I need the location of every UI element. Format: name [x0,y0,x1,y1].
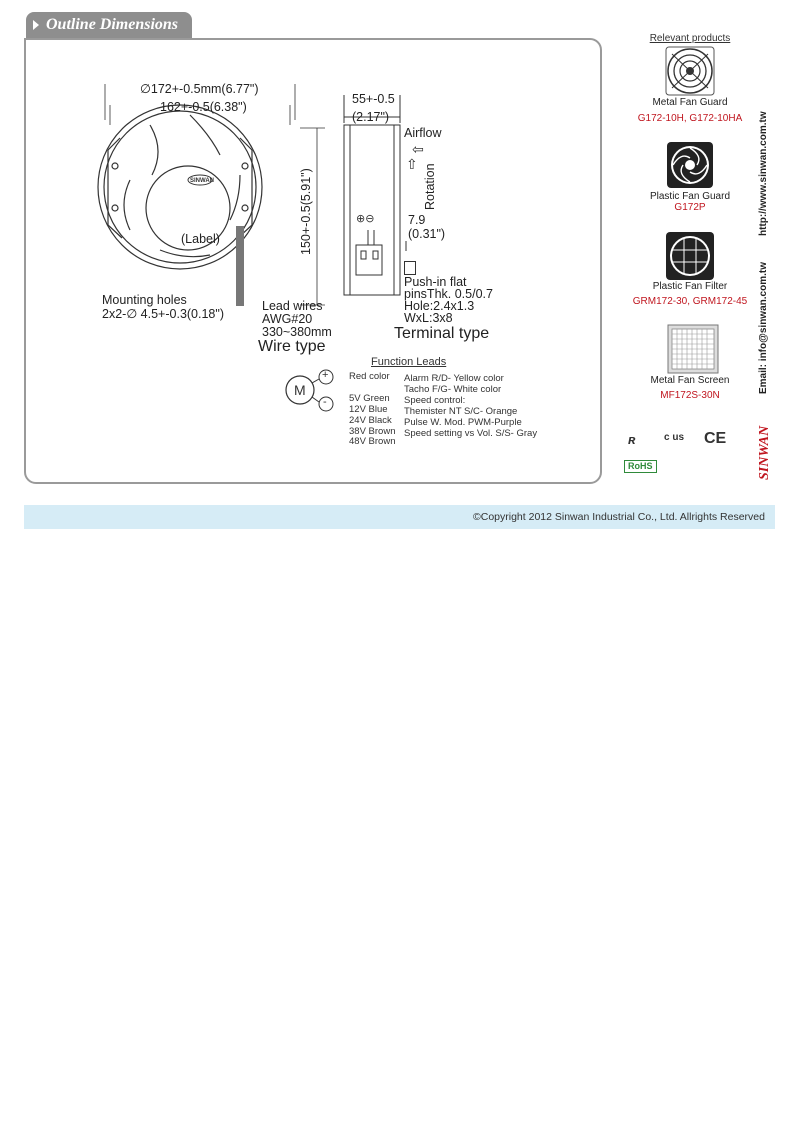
voltage-row: 38V Brown [349,426,396,437]
product-name: Metal Fan Guard [652,97,728,108]
lead-wires-length: 330~380mm [262,325,332,339]
pin-dimension: 7.9 [408,213,426,227]
motor-plus: + [322,369,329,381]
product-parts[interactable]: MF172S-30N [660,390,720,401]
airflow-arrow-icon: ⇦ [412,141,424,157]
red-color-label: Red color [349,371,390,382]
tab-arrow-icon [33,20,39,30]
product-name: Plastic Fan Filter [652,281,728,292]
section-title: Outline Dimensions [46,16,179,33]
pin-desc-line-4: WxL:3x8 [404,311,453,325]
lead-wires-awg: AWG#20 [262,312,313,326]
website-link[interactable]: http://www.sinwan.com.tw [758,111,769,236]
product-name: Metal Fan Screen [650,375,730,386]
label-area: (Label) [181,232,220,246]
rotation-label: Rotation [423,163,437,210]
voltage-row: 5V Green [349,393,390,404]
motor-symbol-drawing [282,366,342,416]
lead-wires-label: Lead wires [262,299,323,313]
function-leads-title: Function Leads [371,356,447,368]
width-dimension: 162+-0.5(6.38") [160,100,247,114]
fan-logo: SINWAN [190,178,214,184]
plastic-fan-guard-icon [667,142,713,188]
function-item: Speed setting vs Vol. S/S- Gray [404,428,538,439]
email-link[interactable]: Email: info@sinwan.com.tw [758,262,769,394]
wire-type-label: Wire type [258,338,326,355]
mounting-holes-label: Mounting holes [102,293,187,307]
function-item: Alarm R/D- Yellow color [404,373,504,384]
rohs-badge: RoHS [624,460,657,473]
copyright-bar [24,505,775,529]
copyright-text: ©Copyright 2012 Sinwan Industrial Co., Ltd. Allrights Reserved [473,511,765,523]
brand-logo-text: SINWAN [757,425,772,480]
pin-dimension-inch: (0.31") [408,227,446,241]
cul-mark-icon: c us [664,432,685,443]
voltage-row: 12V Blue [349,404,388,415]
voltage-row: 48V Brown [349,436,396,447]
terminal-type-label: Terminal type [394,325,490,342]
rotation-arrow-icon: ⇧ [406,156,418,172]
depth-dimension-inch: (2.17") [352,110,390,124]
motor-letter: M [294,382,306,398]
product-parts[interactable]: GRM172-30, GRM172-45 [632,296,748,307]
ce-mark-icon: CE [704,430,727,447]
product-parts[interactable]: G172-10H, G172-10HA [637,113,743,124]
metal-fan-screen-icon [667,324,719,374]
pin-polarity: ⊕⊖ [356,213,375,225]
function-item: Speed control: [404,395,466,406]
diameter-dimension: ∅172+-0.5mm(6.77") [140,82,259,96]
airflow-label: Airflow [404,126,442,140]
pin-desc-line-3: Hole:2.4x1.3 [404,299,475,313]
plastic-fan-filter-icon [666,232,714,280]
motor-minus: - [323,396,327,408]
pin-desc-line-2: pinsThk. 0.5/0.7 [404,287,493,301]
vertical-contact-strip [755,96,775,480]
depth-dimension: 55+-0.5 [352,92,395,106]
function-item: Pulse W. Mod. PWM-Purple [404,417,522,428]
ul-mark-icon: ʀ [628,432,636,447]
mounting-holes-value: 2x2-∅ 4.5+-0.3(0.18") [102,307,224,321]
product-parts[interactable]: G172P [674,202,706,213]
height-dimension: 150+-0.5(5.91") [299,168,313,255]
pin-desc-line-1: Push-in flat [404,275,467,289]
relevant-products-heading: Relevant products [649,33,731,44]
metal-fan-guard-icon [664,46,716,96]
voltage-row: 24V Black [349,415,392,426]
product-name: Plastic Fan Guard [649,191,731,202]
function-item: Themister NT S/C- Orange [404,406,518,417]
pin-connector-icon [404,261,416,275]
function-item: Tacho F/G- White color [404,384,502,395]
